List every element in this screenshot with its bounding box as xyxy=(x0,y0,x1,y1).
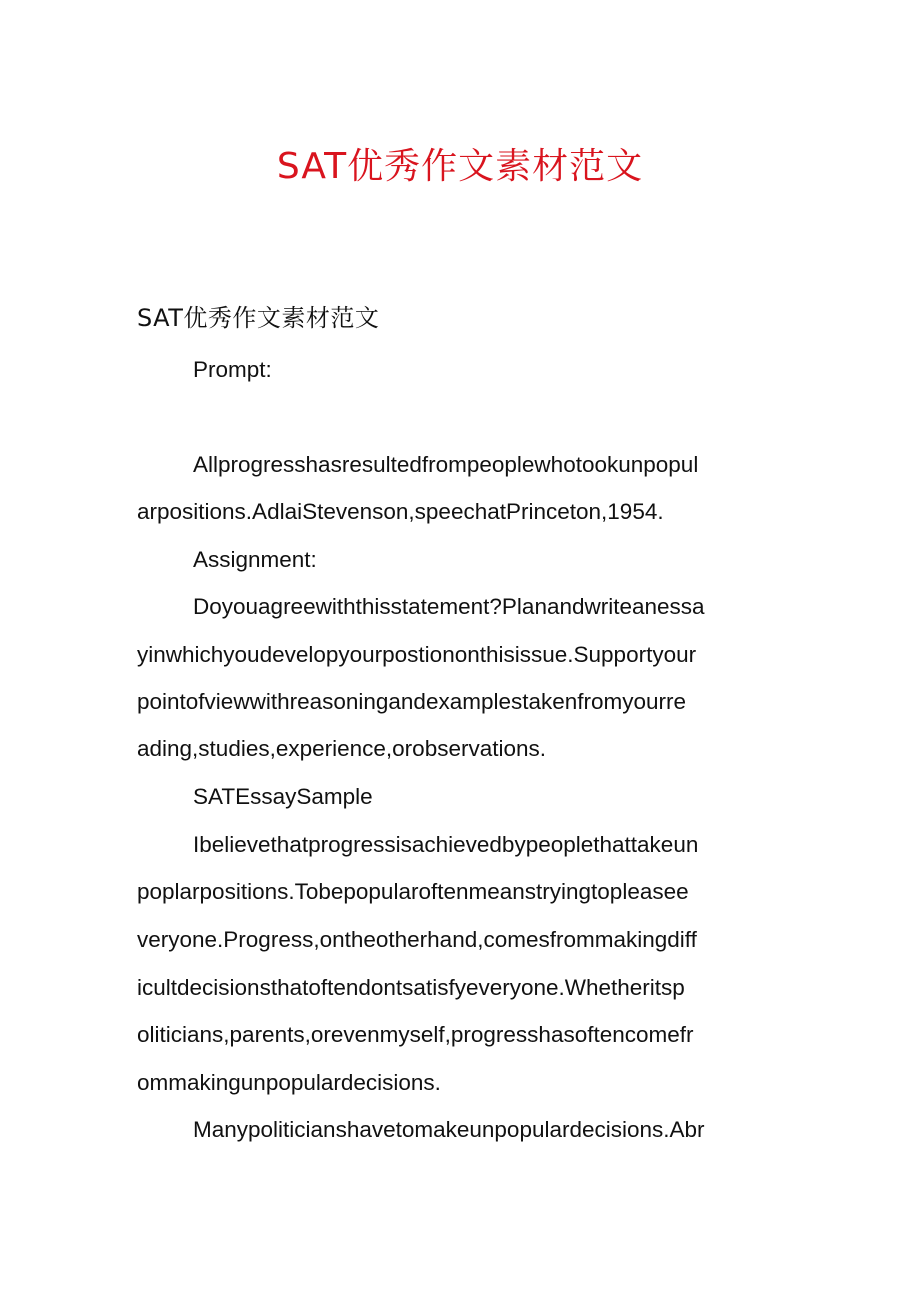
paragraph-line: arpositions.AdlaiStevenson,speechatPrinceton,1954. xyxy=(137,499,664,524)
paragraph-line: ading,studies,experience,orobservations. xyxy=(137,736,546,761)
paragraph-line: poplarpositions.Tobepopularoftenmeanstryingtopleasee xyxy=(137,879,689,904)
paragraph-line: Doyouagreewiththisstatement?Planandwriteanessa xyxy=(193,594,705,619)
assignment-heading: Assignment: xyxy=(193,547,317,572)
document-title: SAT优秀作文素材范文 xyxy=(276,146,644,187)
paragraph-line: Allprogresshasresultedfrompeoplewhotookunpopul xyxy=(193,452,699,477)
essay-sample-heading: SATEssaySample xyxy=(193,784,373,809)
document-subtitle: SAT优秀作文素材范文 xyxy=(137,304,380,332)
paragraph-line: Ibelievethatprogressisachievedbypeoplethattakeun xyxy=(193,832,699,857)
paragraph-line: icultdecisionsthatoftendontsatisfyeveryone.Whetheritsp xyxy=(137,975,685,1000)
prompt-heading: Prompt: xyxy=(193,357,272,382)
paragraph-line: yinwhichyoudevelopyourpostiononthisissue.Supportyour xyxy=(137,642,697,667)
paragraph-line: ommakingunpopulardecisions. xyxy=(137,1070,441,1095)
paragraph-line: oliticians,parents,orevenmyself,progresshasoftencomefr xyxy=(137,1022,694,1047)
paragraph-line: veryone.Progress,ontheotherhand,comesfrommakingdiff xyxy=(137,927,697,952)
paragraph-line: Manypoliticianshavetomakeunpopulardecisions.Abr xyxy=(193,1117,705,1142)
paragraph-line: pointofviewwithreasoningandexamplestakenfromyourre xyxy=(137,689,687,714)
